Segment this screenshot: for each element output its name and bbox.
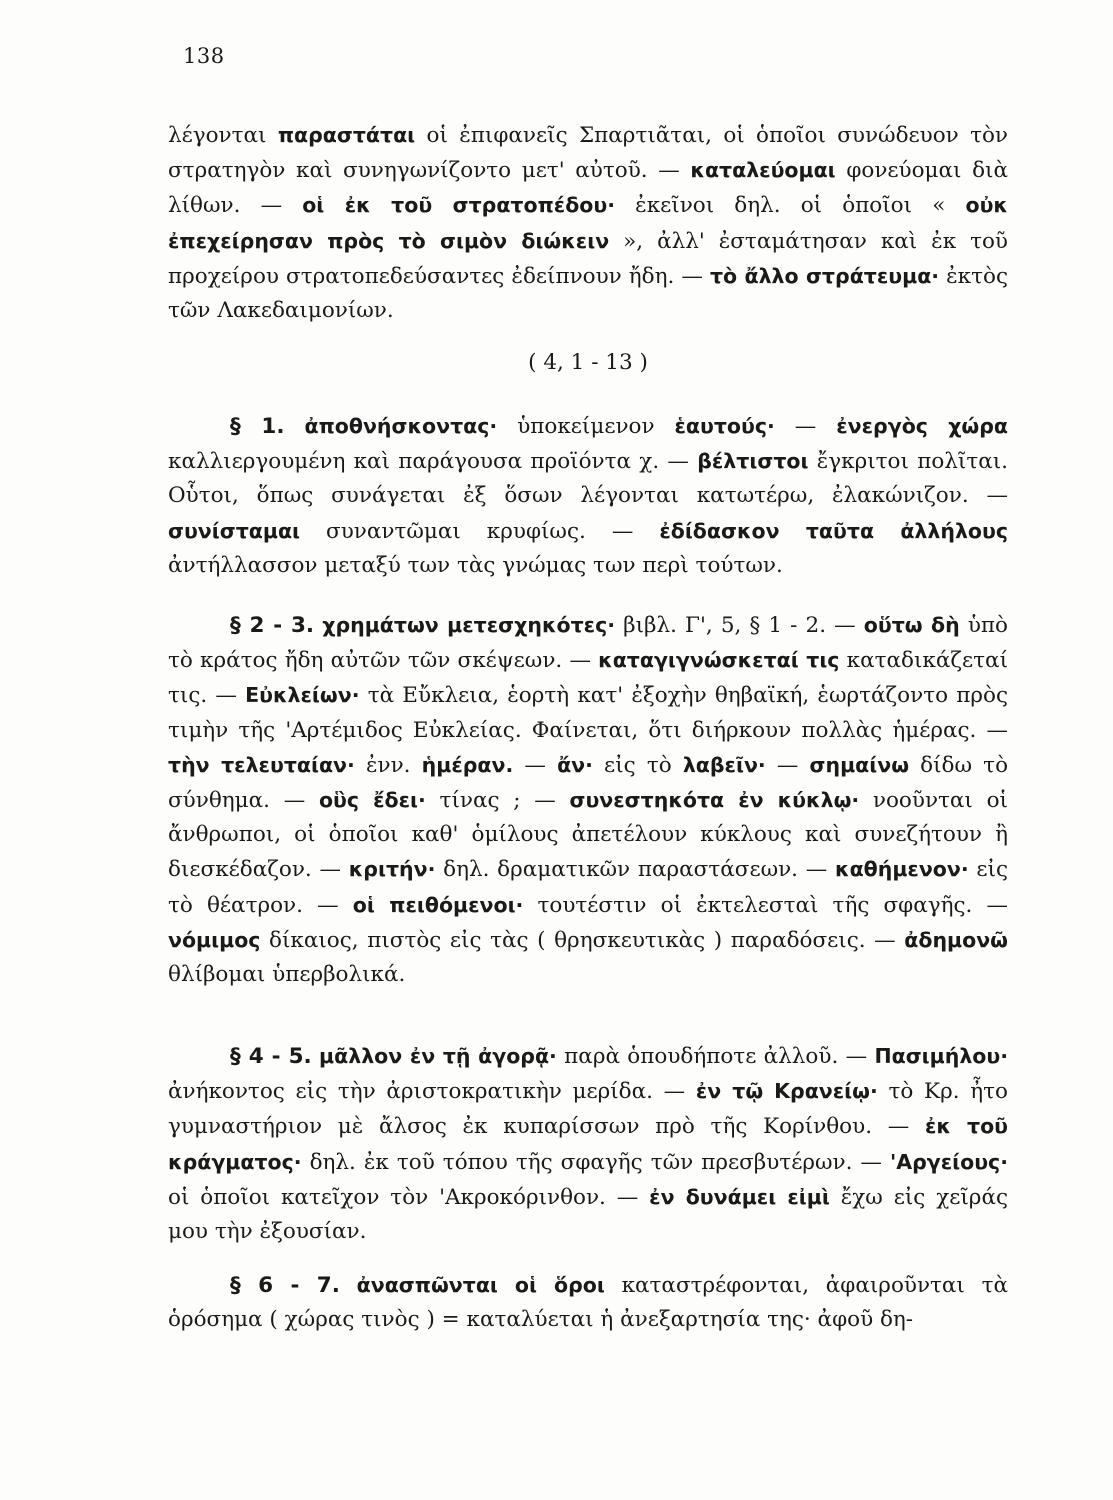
paragraph-5 [168, 1268, 1008, 1337]
text: ὑποκείμενον [497, 414, 675, 439]
bold-term: οἱ ἐκ τοῦ στρατοπέδου· [302, 193, 616, 218]
text: βιβλ. Γ', 5, § 1 - 2. — [615, 613, 864, 638]
bold-term: βέλτιστοι [697, 449, 809, 474]
text: νοοῦνται οἱ ἄνθρωποι, οἱ ὁποῖοι καθ' ὁμίλους ἀπετέλουν κύκλους καὶ συνεζήτουν ἢ διεσκέδαζον. — [168, 788, 1008, 883]
bold-term: κριτήν· [348, 857, 436, 882]
text: θλίβομαι ὑπερβολικά. [168, 962, 406, 988]
bold-term: ἐν τῷ Κρανείῳ· [695, 1079, 878, 1104]
text: παρὰ ὁπουδήποτε ἀλλοῦ. — [556, 1044, 875, 1069]
text: — [774, 414, 837, 439]
bold-term: ἐν δυνάμει εἰμὶ [649, 1184, 830, 1209]
bold-term: καταλεύομαι [690, 158, 836, 183]
bold-term: χρημάτων μετεσχηκότες· [322, 613, 616, 637]
text: ἔχω εἰς χεῖράς μου τὴν ἐξουσίαν. [168, 1184, 1008, 1245]
text: ἀνήκοντος εἰς τὴν ἀριστοκρατικὴν μερίδα. — [168, 1079, 696, 1105]
text: — [765, 752, 810, 778]
text: συναντῶμαι κρυφίως. — [300, 518, 660, 544]
text: ἐνν. [354, 752, 422, 778]
text: τουτέστιν οἱ ἐκτελεσταὶ τῆς σφαγῆς. — [523, 892, 1008, 918]
bold-term: νόμιμος [168, 927, 261, 952]
text: καταδικάζεταί τις. — [168, 648, 1008, 709]
text: ἐκεῖνοι δηλ. οἱ ὁποῖοι « [615, 193, 966, 219]
bold-term: τὸ ἄλλο στράτευμα· [709, 263, 940, 288]
text: τὰ Εὔκλεια, ἑορτὴ κατ' ἐξοχὴν θηβαϊκή, ἑωρτάζοντο πρὸς τιμὴν τῆς 'Αρτέμιδος Εὐκλείας. Φαίνεται, ὅτι διήρκουν πολλὰς ἡμέρας. — [168, 683, 1008, 743]
text: δίδω τὸ σύνθημα. — [168, 752, 1009, 814]
text: καλλιεργουμένη καὶ παράγουσα προϊόντα χ. — [168, 449, 698, 475]
bold-term: καθήμενον· [835, 857, 969, 882]
bold-term: ἡμέραν. [421, 752, 514, 777]
bold-term: ἀποθνήσκοντας· [304, 414, 498, 438]
section-marker: § 6 - 7. [230, 1273, 340, 1298]
text: εἰς τὸ [592, 752, 683, 778]
bold-term: ἑαυτούς· [674, 414, 775, 438]
text: ὑπὸ τὸ κράτος ἤδη αὐτῶν τῶν σκέψεων. — [168, 613, 1009, 674]
bold-term: παραστάται [277, 123, 416, 147]
bold-term: σημαίνω [809, 752, 910, 777]
bold-term: συνίσταμαι [168, 518, 301, 543]
paragraph-4 [168, 1039, 1008, 1249]
text: δίκαιος, πιστὸς εἰς τὰς ( θρησκευτικὰς ) παραδόσεις. — [260, 927, 905, 953]
text: δηλ. ἐκ τοῦ τόπου τῆς σφαγῆς τῶν πρεσβυτέρων. — [301, 1149, 890, 1175]
bold-term: Πασιμήλου· [874, 1044, 1009, 1068]
bold-term: ἀνασπῶνται οἱ ὅροι [356, 1273, 605, 1297]
paragraph-1 [168, 118, 1008, 328]
bold-term: μᾶλλον ἐν τῇ ἀγορᾷ· [319, 1044, 557, 1068]
text: δηλ. δραματικῶν παραστάσεων. — [435, 857, 836, 883]
bold-term: 'Αργείους· [889, 1149, 1008, 1174]
section-marker: § 1. [230, 414, 285, 439]
bold-term: οἱ πειθόμενοι· [352, 892, 524, 917]
text: φονεύομαι διὰ λίθων. — [168, 158, 1008, 219]
text: — [513, 752, 558, 778]
paragraph-2 [168, 409, 1008, 583]
bold-term: λαβεῖν· [682, 752, 766, 777]
text: καταστρέφονται, ἀφαιροῦνται τὰ ὁρόσημα ( χώρας τινὸς ) = καταλύεται ἡ ἀνεξαρτησία της· ἀφοῦ δη- [168, 1273, 1009, 1333]
text: ἔγκριτοι πολῖται. Οὗτοι, ὅπως συνάγεται ἐξ ὅσων λέγονται κατωτέρω, ἐλακώνιζον. — [168, 449, 1008, 509]
text: εἰς τὸ θέατρον. — [168, 857, 1008, 918]
bold-term: ἐδίδασκον ταῦτα ἀλλήλους [659, 518, 1008, 543]
text: λέγονται [168, 123, 278, 148]
bold-term: Εὐκλείων· [245, 683, 360, 708]
text: ἀντήλλασσον μεταξύ των τὰς γνώμας των περὶ τούτων. [168, 552, 783, 578]
section-marker: § 2 - 3. [230, 613, 315, 638]
bold-term: ἐκ τοῦ κράγματος· [168, 1114, 1008, 1174]
bold-term: οὕτω δὴ [863, 613, 960, 637]
bold-term: οὓς ἔδει· [318, 788, 426, 813]
text: οἱ ἐπιφανεῖς Σπαρτιᾶται, οἱ ὁποῖοι συνώδευον τὸν στρατηγὸν καὶ συνηγωνίζοντο μετ' αὐτοῦ. — [168, 123, 1008, 184]
text: », ἀλλ' ἐσταμάτησαν καὶ ἐκ τοῦ προχείρου στρατοπεδεύσαντες ἐδείπνουν ἤδη. — [168, 228, 1008, 289]
text: τὸ Κρ. ἦτο γυμναστήριον μὲ ἄλσος ἐκ κυπαρίσσων πρὸ τῆς Κορίνθου. — [168, 1079, 1008, 1140]
section-marker: § 4 - 5. [230, 1044, 312, 1069]
page-number: 138 [183, 44, 225, 68]
bold-term: συνεστηκότα ἐν κύκλῳ· [569, 788, 860, 813]
text: τίνας ; — [425, 788, 570, 814]
bold-term: ἀδημονῶ [904, 927, 1008, 952]
section-heading: ( 4, 1 - 13 ) [528, 350, 648, 375]
bold-term: ἄν· [557, 752, 593, 777]
bold-term: ἐνεργὸς χώρα [836, 414, 1008, 438]
bold-term: καταγιγνώσκεταί τις [598, 648, 840, 673]
paragraph-3 [168, 608, 1008, 992]
bold-term: τὴν τελευταίαν· [168, 752, 355, 777]
text: οἱ ὁποῖοι κατεῖχον τὸν 'Ακροκόρινθον. — [168, 1184, 650, 1210]
bold-term: οὐκ ἐπεχείρησαν πρὸς τὸ σιμὸν διώκειν [168, 193, 1008, 253]
text: ἐκτὸς τῶν Λακεδαιμονίων. [168, 263, 1008, 324]
